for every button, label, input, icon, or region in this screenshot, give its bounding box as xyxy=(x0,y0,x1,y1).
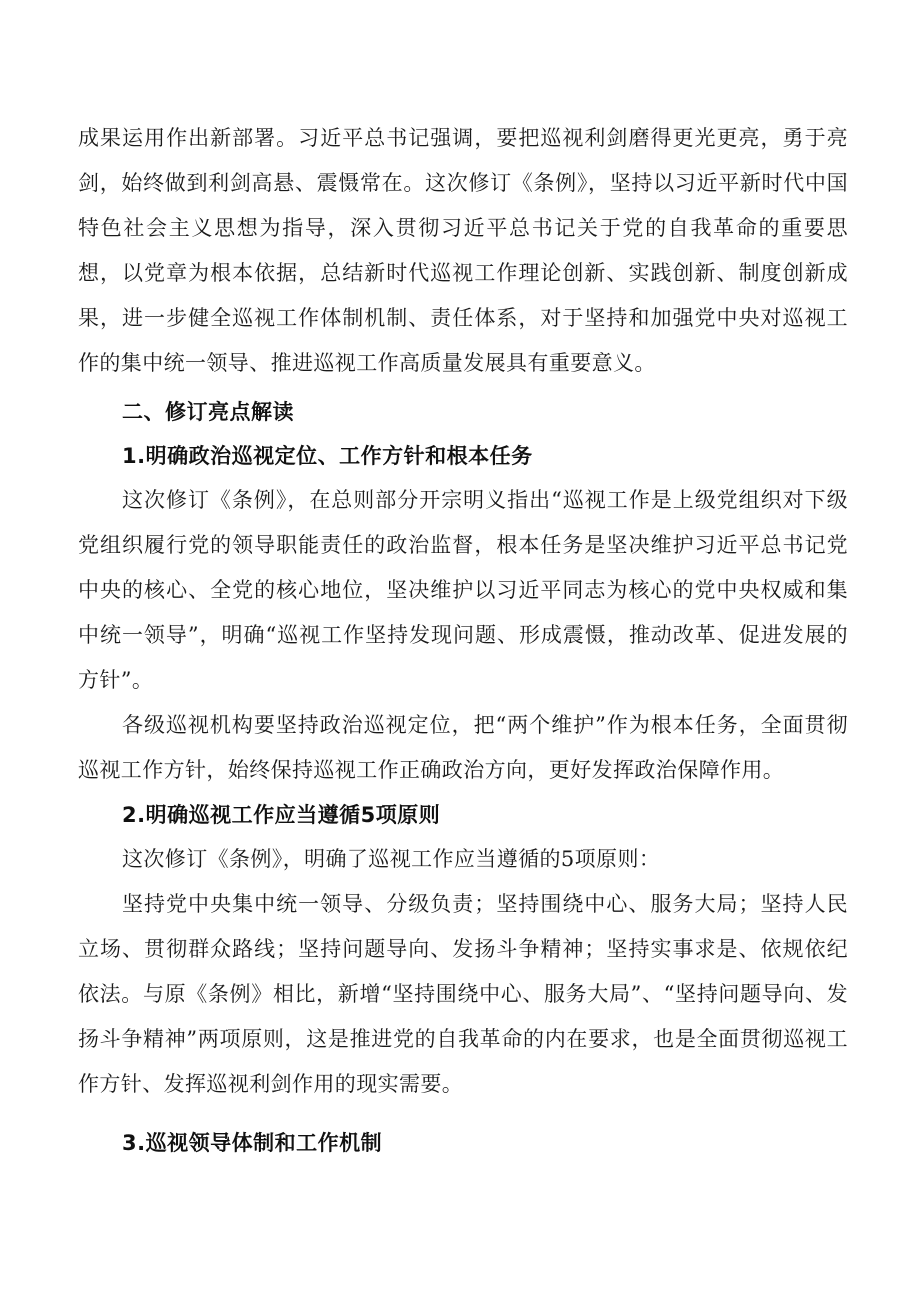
spacer xyxy=(78,1107,848,1121)
subheading-leadership-system: 3.巡视领导体制和工作机制 xyxy=(122,1131,383,1155)
subheading-political-positioning: 1.明确政治巡视定位、工作方针和根本任务 xyxy=(122,444,533,468)
paragraph-political-positioning-2: 各级巡视机构要坚持政治巡视定位，把“两个维护”作为根本任务，全面贯彻巡视工作方针，始终保持巡视工作正确政治方向，更好发挥政治保障作用。 xyxy=(78,713,848,782)
paragraph-five-principles-list: 坚持党中央集中统一领导、分级负责；坚持围绕中心、服务大局；坚持人民立场、贯彻群众路线；坚持问题导向、发扬斗争精神；坚持实事求是、依规依纪依法。与原《条例》相比，新增“坚持围绕中心、服务大局”、“坚持问题导向、发扬斗争精神”两项原则，这是推进党的自我革命的内在要求，也是全面贯彻巡视工作方针、发挥巡视利剑作用的现实需要。 xyxy=(78,892,848,1096)
intro-paragraph: 成果运用作出新部署。习近平总书记强调，要把巡视利剑磨得更光更亮，勇于亮剑，始终做到利剑高悬、震慑常在。这次修订《条例》，坚持以习近平新时代中国特色社会主义思想为指导，深入贯彻习近平总书记关于党的自我革命的重要思想，以党章为根本依据，总结新时代巡视工作理论创新、实践创新、制度创新成果，进一步健全巡视工作体制机制、责任体系，对于坚持和加强党中央对巡视工作的集中统一领导、推进巡视工作高质量发展具有重要意义。 xyxy=(78,126,848,375)
section-heading-revision-highlights: 二、修订亮点解读 xyxy=(122,400,294,424)
paragraph-five-principles-intro: 这次修订《条例》，明确了巡视工作应当遵循的5项原则： xyxy=(122,847,661,871)
paragraph-political-positioning-1: 这次修订《条例》，在总则部分开宗明义指出“巡视工作是上级党组织对下级党组织履行党的领导职能责任的政治监督，根本任务是坚决维护习近平总书记党中央的核心、全党的核心地位，坚决维护以习近平同志为核心的党中央权威和集中统一领导”，明确“巡视工作坚持发现问题、形成震慑，推动改革、促进发展的方针”。 xyxy=(78,488,848,692)
subheading-five-principles: 2.明确巡视工作应当遵循5项原则 xyxy=(122,803,441,827)
document-body xyxy=(78,116,848,1165)
